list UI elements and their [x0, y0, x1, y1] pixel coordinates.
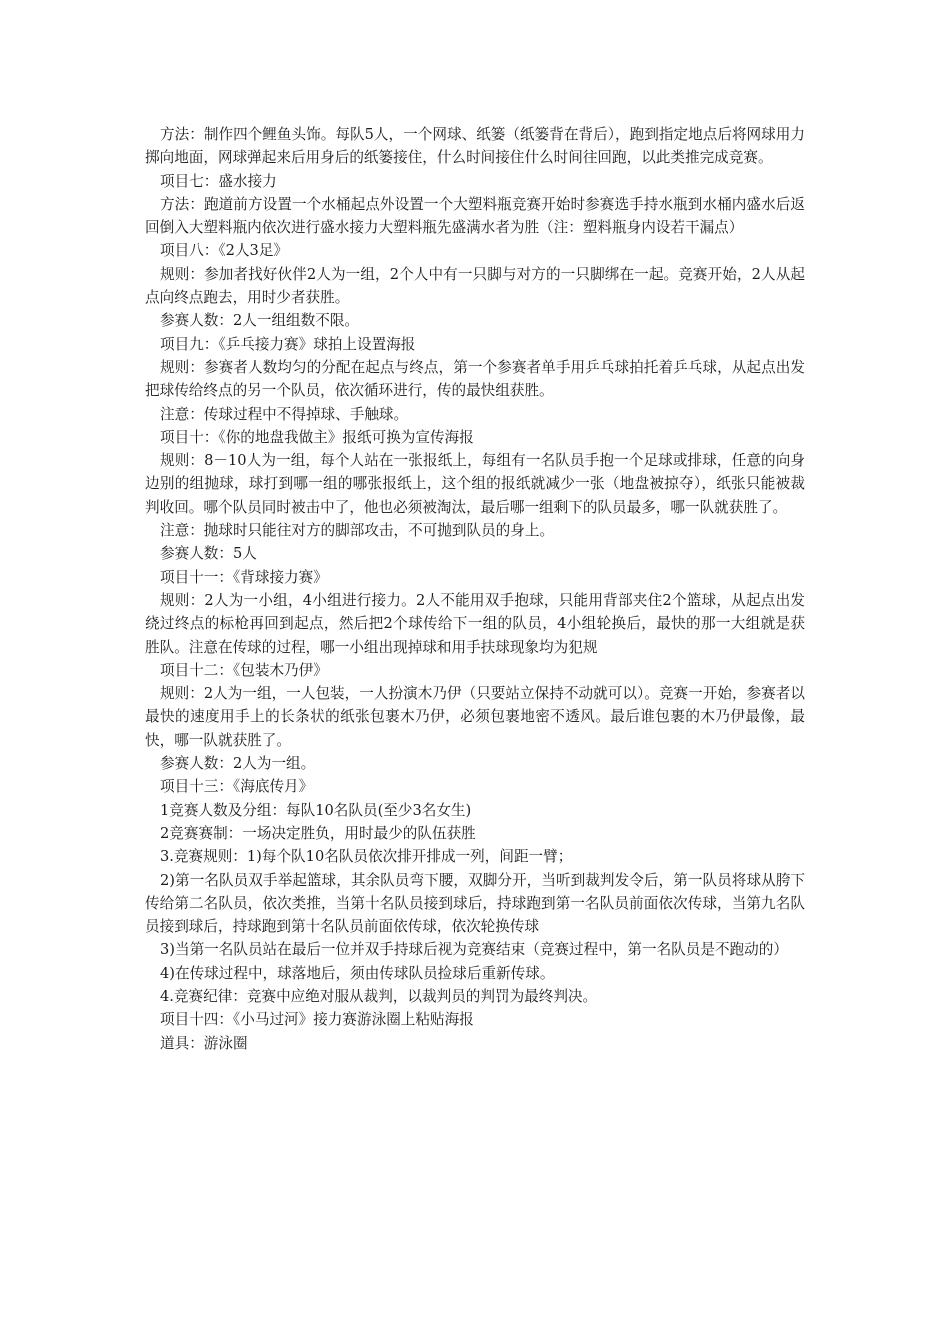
document-body: [145, 123, 805, 1055]
paragraph: 1竞赛人数及分组：每队10名队员(至少3名女生): [160, 801, 472, 819]
paragraph: 注意：抛球时只能往对方的脚部攻击，不可抛到队员的身上。: [160, 522, 555, 540]
paragraph: 规则：参赛者人数均匀的分配在起点与终点，第一个参赛者单手用乒乓球拍托着乒乓球，从起点出发把球传给终点的另一个队员，依次循环进行，传的最快组获胜。: [145, 358, 805, 400]
section-heading: 项目十四：《小马过河》接力赛游泳圈上粘贴海报: [160, 1011, 474, 1029]
paragraph: 4)在传球过程中，球落地后，须由传球队员捡球后重新传球。: [160, 964, 555, 982]
section-heading: 项目十二：《包装木乃伊》: [160, 661, 328, 679]
paragraph: 注意：传球过程中不得掉球、手触球。: [160, 405, 409, 423]
paragraph: 方法：制作四个鲤鱼头饰。每队5人，一个网球、纸篓（纸篓背在背后），跑到指定地点后将网球用力掷向地面，网球弹起来后用身后的纸篓接住，什么时间接住什么时间往回跑，以此类推完成竞赛。: [145, 126, 805, 167]
paragraph: 3)当第一名队员站在最后一位并双手持球后视为竞赛结束（竞赛过程中，第一名队员是不跑动的）: [160, 941, 788, 959]
paragraph: 2竞赛赛制：一场决定胜负，用时最少的队伍获胜: [160, 824, 476, 842]
paragraph: 规则：2人为一组，一人包装，一人扮演木乃伊（只要站立保持不动就可以）。竞赛一开始，参赛者以最快的速度用手上的长条状的纸张包裹木乃伊，必须包裹地密不透风。最后谁包裹的木乃伊最像，最快，哪一队就获胜了。: [145, 685, 805, 749]
section-heading: 项目十：《你的地盘我做主》报纸可换为宣传海报: [160, 428, 474, 446]
section-heading: 项目十一：《背球接力赛》: [160, 568, 328, 586]
section-heading: 项目八：《2人3足》: [160, 242, 289, 260]
paragraph: 参赛人数：2人一组组数不限。: [160, 312, 360, 330]
paragraph: 参赛人数：2人为一组。: [160, 755, 316, 773]
paragraph: 方法：跑道前方设置一个水桶起点外设置一个大塑料瓶竞赛开始时参赛选手持水瓶到水桶内盛水后返回倒入大塑料瓶内依次进行盛水接力大塑料瓶先盛满水者为胜（注：塑料瓶身内设若干漏点）: [145, 195, 805, 237]
paragraph: 参赛人数：5人: [160, 545, 257, 563]
paragraph: 规则：2人为一小组，4小组进行接力。2人不能用双手抱球，只能用背部夹住2个篮球，从起点出发绕过终点的标枪再回到起点，然后把2个球传给下一组的队员，4小组轮换后，最快的那一大组就是获胜队。注意在传球的过程，哪一小组出现掉球和用手扶球现象均为犯规: [145, 591, 805, 656]
paragraph: 规则：参加者找好伙伴2人为一组，2个人中有一只脚与对方的一只脚绑在一起。竞赛开始，2人从起点向终点跑去，用时少者获胜。: [145, 265, 805, 307]
paragraph: 4.竞赛纪律：竞赛中应绝对服从裁判，以裁判员的判罚为最终判决。: [160, 987, 598, 1005]
paragraph: 道具：游泳圈: [160, 1034, 248, 1052]
paragraph: 规则：8－10人为一组，每个人站在一张报纸上，每组有一名队员手抱一个足球或排球，任意的向身边别的组抛球，球打到哪一组的哪张报纸上，这个组的报纸就减少一张（地盘被掠夺），纸张只能被裁判收回。哪个队员同时被击中了，他也必须被淘汰，最后哪一组剩下的队员最多，哪一队就获胜了。: [145, 452, 805, 516]
section-heading: 项目十三：《海底传月》: [160, 778, 314, 796]
section-heading: 项目九：《乒乓接力赛》球拍上设置海报: [160, 335, 416, 353]
section-heading: 项目七：盛水接力: [160, 172, 277, 190]
paragraph: 2)第一名队员双手举起篮球，其余队员弯下腰，双脚分开，当听到裁判发令后，第一队员将球从胯下传给第二名队员，依次类推，当第十名队员接到球后，持球跑到第一名队员前面依次传球，当第九名队员接到球后，持球跑到第十名队员前面依传球，依次轮换传球: [145, 871, 805, 936]
paragraph: 3.竞赛规则：1)每个队10名队员依次排开排成一列，间距一臂；: [160, 848, 573, 866]
